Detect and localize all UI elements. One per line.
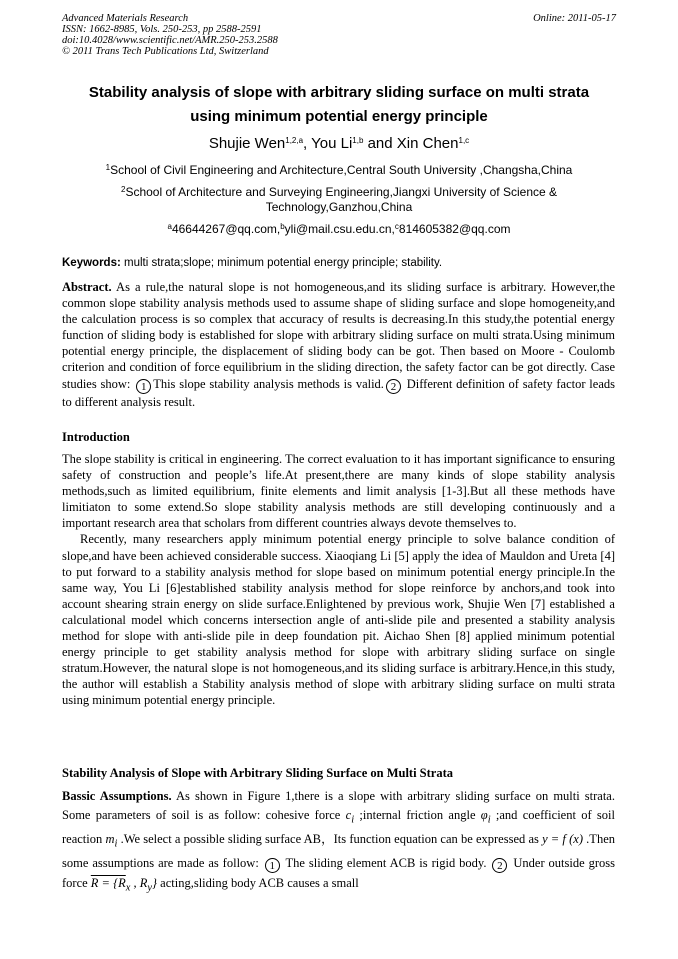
journal-name: Advanced Materials Research — [62, 13, 189, 24]
email-b-sup: b — [280, 222, 285, 231]
assumptions-paragraph — [62, 787, 615, 898]
abstract-text: Different definition of safety factor leads to different analysis result. — [62, 376, 615, 409]
email-c-sup: c — [394, 222, 399, 231]
equation-subscript: x — [125, 882, 131, 894]
section-heading-stability-analysis: Stability Analysis of Slope with Arbitrary Sliding Surface on Multi Strata — [62, 766, 454, 780]
affiliation-1-text: School of Civil Engineering and Architecture,Central South University ,Changsha,China — [110, 163, 573, 177]
affiliation-1-sup: 1 — [105, 163, 111, 172]
symbol-subscript: i — [487, 814, 491, 826]
equation-part: R = {R — [90, 875, 126, 890]
paragraph-text: ;internal friction angle — [354, 808, 481, 823]
equation-part: } — [152, 875, 158, 890]
doi-line: doi:10.4028/www.scientific.net/AMR.250-253.2588 — [62, 35, 278, 46]
section-heading-introduction: Introduction — [62, 430, 130, 444]
paragraph: Recently, many researchers apply minimum potential energy principle to solve balance condition of slope,and have been achieved considerable success. Xiaoqiang Li [5] apply the idea of Mauldon and Ureta [4] to put forward to a stability analysis method for slope based on minimum potential energy principle.In the same way, You Li [6]established stability analysis method for slope reinforce by anchors,and took into account shearing strain energy on slide surface.Enlightened by previous work, Shujie Wen [7] established a calculational model which concerns intersection angle of anti-slide pile and presented a stability analysis method for slope with anti-slide pile in deep foundation pit. Aichao Shen [8] applied minimum potential energy principle to get stability analysis method for slope with arbitrary sliding surface on single stratum.However, the natural slope is not homogeneous,and its sliding surface is arbitrary.Hence,in this study, the author will establish a Stability analysis method of slope with arbitrary sliding surface on multi strata using minimum potential energy principle. — [62, 532, 615, 708]
affiliation-2-line-2: Technology,Ganzhou,China — [265, 200, 413, 214]
paragraph-text: acting,sliding body ACB causes a small — [157, 875, 359, 890]
email-c: 814605382@qq.com — [398, 222, 511, 236]
email-line — [60, 222, 618, 237]
paragraph-text: .We select a possible sliding surface AB，Its function equation can be expressed as — [117, 832, 543, 847]
author-3-sup: 1,c — [458, 136, 470, 145]
paragraph-text: .Then some assumptions are made as follow: — [62, 832, 615, 871]
keywords-label: Keywords: — [62, 257, 121, 269]
paragraph-text: Under outside gross force — [62, 856, 616, 890]
email-a: 46644267@qq.com, — [171, 222, 281, 236]
title-line-2: using minimum potential energy principle — [190, 108, 488, 125]
author-2: You Li — [311, 135, 353, 152]
email-a-sup: a — [167, 222, 172, 231]
issn-line: ISSN: 1662-8985, Vols. 250-253, pp 2588-2591 — [62, 24, 262, 35]
affiliation-1 — [60, 163, 618, 178]
introduction-body — [62, 451, 615, 709]
symbol-m: m — [105, 832, 115, 847]
equation-subscript: y — [147, 882, 153, 894]
author-list — [40, 134, 638, 154]
title-line-1: Stability analysis of slope with arbitrary sliding surface on multi strata — [88, 84, 590, 101]
online-date: Online: 2011-05-17 — [533, 13, 616, 24]
abstract-label: Abstract. — [62, 280, 112, 294]
circled-number: 1 — [136, 379, 151, 394]
symbol-subscript: i — [351, 814, 355, 826]
author-1-sup: 1,2,a — [285, 136, 304, 145]
abstract-text: This slope stability analysis methods is valid. — [153, 376, 384, 391]
paragraph-text: The sliding element ACB is rigid body. — [281, 856, 491, 871]
author-2-sup: 1,b — [352, 136, 364, 145]
circled-number: 2 — [492, 858, 507, 873]
affiliation-2-sup: 2 — [120, 185, 126, 194]
paragraph-text: As shown in Figure 1,there is a slope with arbitrary sliding surface on multi strata. Some parameters of soil is as follow: cohesive force — [62, 789, 615, 823]
keywords-text: multi strata;slope; minimum potential energy principle; stability. — [120, 257, 443, 269]
journal-header — [62, 13, 616, 57]
subsection-label: Bassic Assumptions. — [62, 789, 172, 803]
symbol-c: c — [345, 808, 352, 823]
equation-part: , R — [130, 875, 148, 890]
author-separator: and — [363, 135, 397, 152]
paragraph: The slope stability is critical in engineering. The correct evaluation to it has important significance to ensuring safety of construction and people’s life.At present,there are many kinds of slope stability analysis methods,such as limited equilibrium, finite elements and limit analysis [1-3].But all these methods have limitiaton to some extend.So slope stability analysis methods are still developing continuously and a important research area that scholars from different countries always devote themselves to. — [62, 452, 615, 531]
circled-number: 1 — [265, 858, 280, 873]
affiliation-2-line-1: School of Architecture and Surveying Engineering,Jiangxi University of Science & — [125, 185, 558, 199]
symbol-subscript: i — [114, 838, 118, 850]
author-separator: , — [303, 135, 312, 152]
author-1: Shujie Wen — [208, 135, 286, 152]
symbol-phi: φ — [480, 808, 488, 823]
equation-inline: y = f (x) — [542, 832, 583, 847]
paper-title — [40, 81, 638, 129]
abstract — [62, 279, 615, 410]
paragraph-text: ;and coefficient of soil reaction — [62, 808, 615, 847]
keywords — [62, 257, 616, 269]
email-b: yli@mail.csu.edu.cn, — [284, 222, 395, 236]
copyright-line: © 2011 Trans Tech Publications Ltd, Switzerland — [62, 46, 269, 57]
author-3: Xin Chen — [396, 135, 459, 152]
affiliation-2 — [60, 185, 618, 215]
equation-force — [90, 875, 158, 894]
abstract-text: As a rule,the natural slope is not homogeneous,and its sliding surface is arbitrary. However,the common slope stability analysis methods used to assume shape of sliding surface and slope homogeneity,and the calculation process is so complex that accuracy of results is decreasing.In this study,the potential energy function of sliding body is established for slope with arbitrary sliding surface on multi strata.Using minimum potential energy principle, the displacement of sliding body can be got. Then based on Moore - Coulomb criterion and condition of force equilibrium in the sliding direction, the safety factor can be got directly. Case studies show: — [62, 280, 615, 391]
circled-number: 2 — [386, 379, 401, 394]
